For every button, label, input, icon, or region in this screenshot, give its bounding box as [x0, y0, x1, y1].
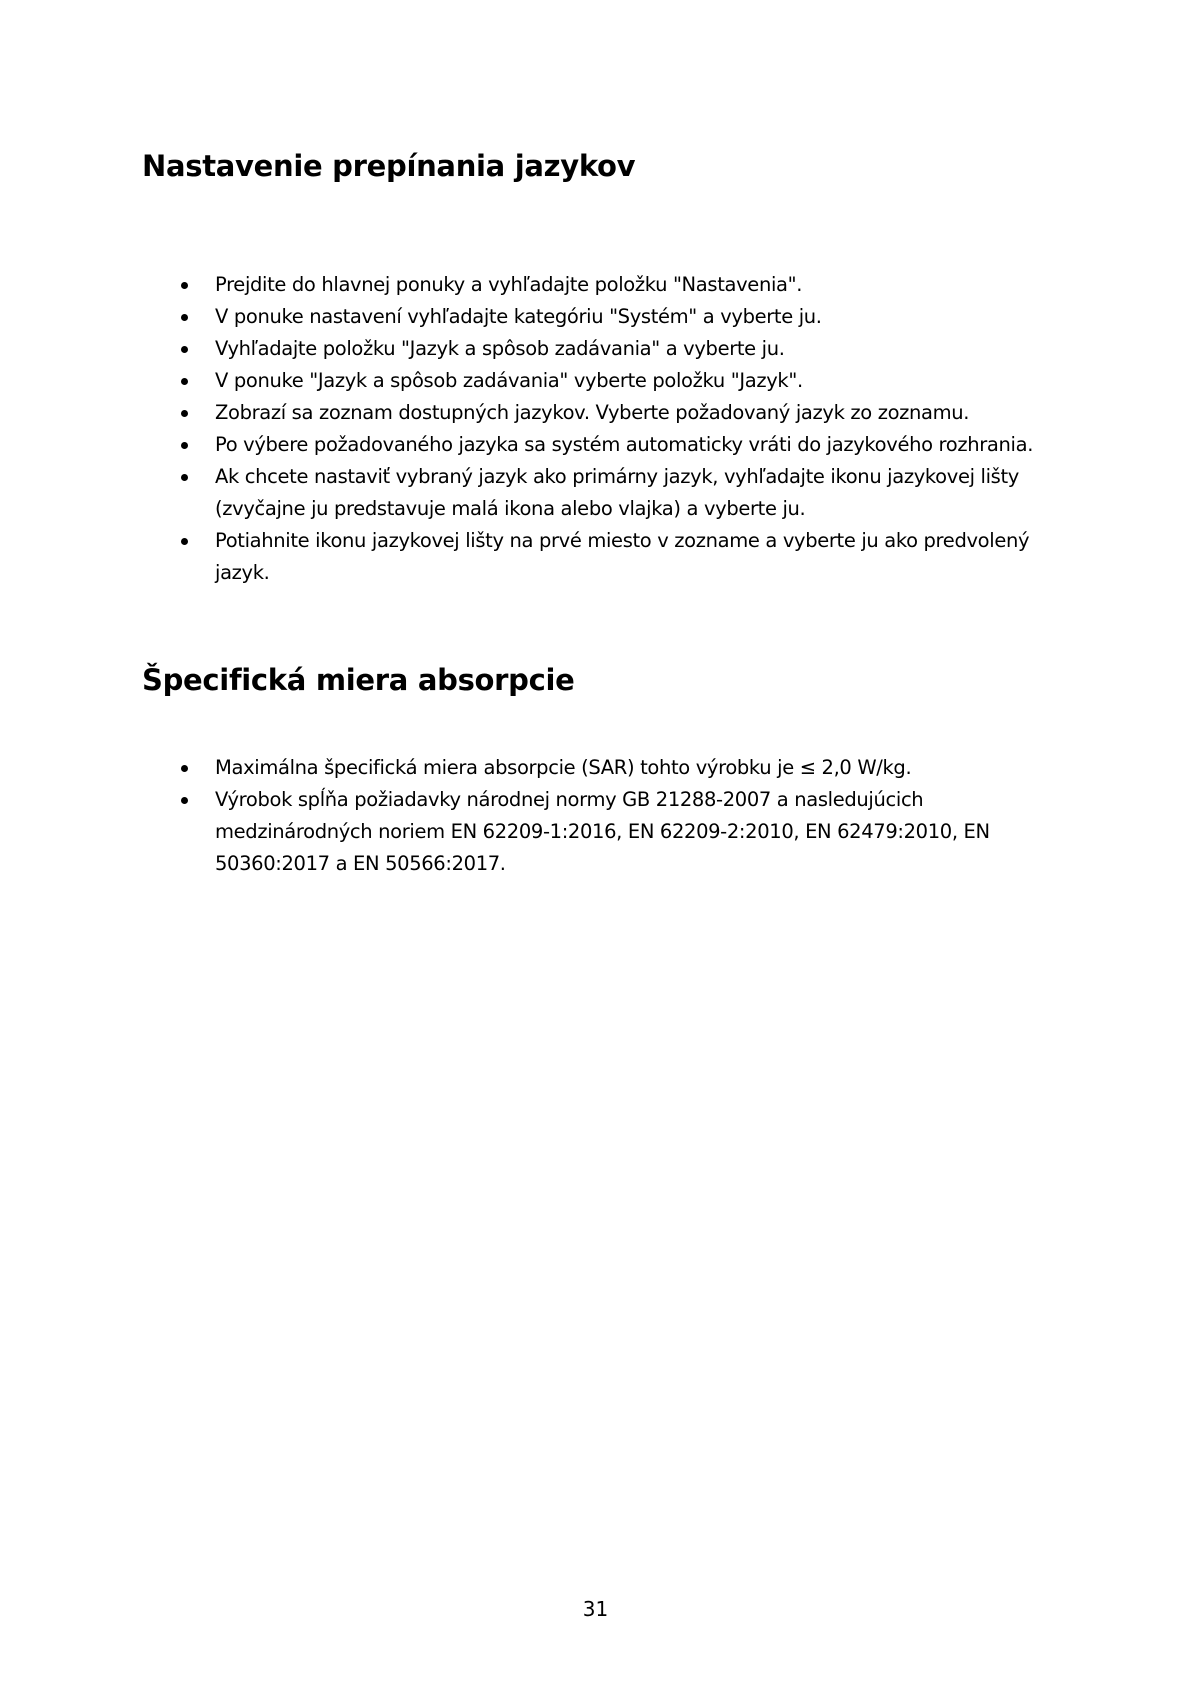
list-item [0, 301, 1191, 333]
list-item-text: Zobrazí sa zoznam dostupných jazykov. Vyberte požadovaný jazyk zo zoznamu. [215, 401, 970, 424]
section-heading-sar: Špecifická miera absorpcie [142, 663, 575, 697]
list-item-text: Výrobok spĺňa požiadavky národnej normy GB 21288-2007 a nasledujúcich medzinárodných noriem EN 62209-1:2016, EN 62209-2:2010, EN 62479:2010, EN 50360:2017 a EN 50566:2017. [215, 788, 990, 875]
bullet-icon [181, 378, 188, 385]
list-item [0, 784, 1191, 880]
bullet-icon [181, 797, 188, 804]
list-item-text: Ak chcete nastaviť vybraný jazyk ako primárny jazyk, vyhľadajte ikonu jazykovej lišty (zvyčajne ju predstavuje malá ikona alebo vlajka) a vyberte ju. [215, 465, 1019, 520]
bullet-icon [181, 538, 188, 545]
sar-info-list [0, 752, 1191, 880]
section-heading-language-switching: Nastavenie prepínania jazykov [142, 149, 636, 183]
list-item [0, 365, 1191, 397]
list-item [0, 269, 1191, 301]
list-item-text: Potiahnite ikonu jazykovej lišty na prvé miesto v zozname a vyberte ju ako predvolený jazyk. [215, 529, 1030, 584]
list-item [0, 461, 1191, 525]
bullet-icon [181, 474, 188, 481]
list-item-text: Vyhľadajte položku "Jazyk a spôsob zadávania" a vyberte ju. [215, 337, 785, 360]
list-item [0, 333, 1191, 365]
list-item-text: Maximálna špecifická miera absorpcie (SAR) tohto výrobku je ≤ 2,0 W/kg. [215, 756, 912, 779]
bullet-icon [181, 442, 188, 449]
bullet-icon [181, 282, 188, 289]
list-item-text: Po výbere požadovaného jazyka sa systém automaticky vráti do jazykového rozhrania. [215, 433, 1034, 456]
bullet-icon [181, 314, 188, 321]
language-switching-steps-list [0, 269, 1191, 589]
list-item [0, 752, 1191, 784]
list-item [0, 429, 1191, 461]
list-item-text: V ponuke nastavení vyhľadajte kategóriu "Systém" a vyberte ju. [215, 305, 822, 328]
list-item-text: Prejdite do hlavnej ponuky a vyhľadajte položku "Nastavenia". [215, 273, 803, 296]
bullet-icon [181, 410, 188, 417]
bullet-icon [181, 346, 188, 353]
list-item [0, 397, 1191, 429]
page-number: 31 [582, 1597, 609, 1621]
list-item-text: V ponuke "Jazyk a spôsob zadávania" vyberte položku "Jazyk". [215, 369, 803, 392]
bullet-icon [181, 765, 188, 772]
list-item [0, 525, 1191, 589]
